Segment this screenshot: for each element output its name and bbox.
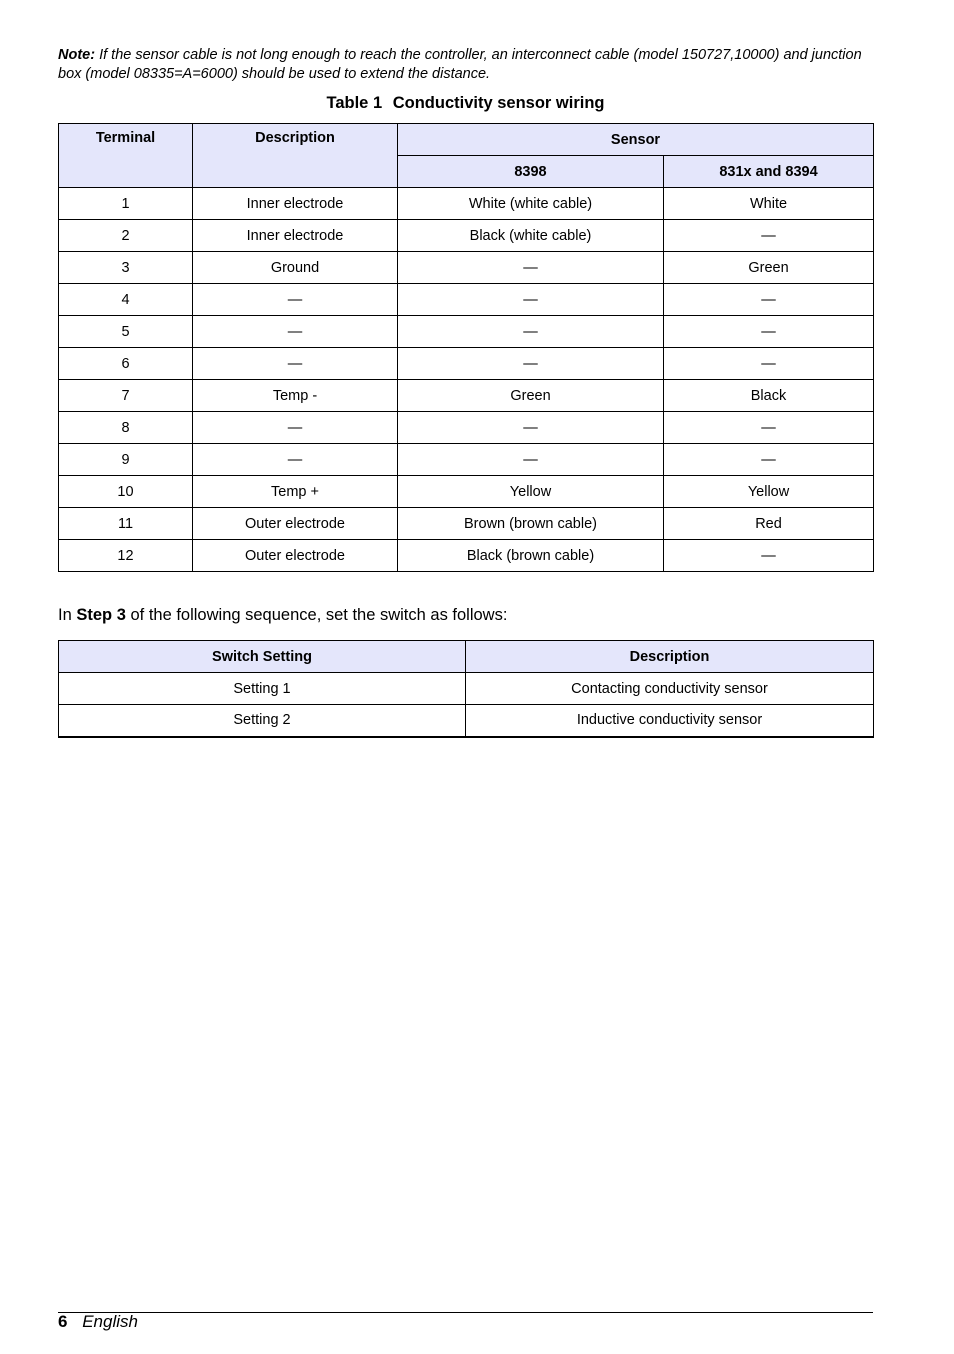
cell-terminal: 9 xyxy=(59,444,193,476)
footer-language: English xyxy=(82,1312,138,1331)
cell-terminal: 7 xyxy=(59,380,193,412)
cell-description: Temp - xyxy=(193,380,398,412)
table-row xyxy=(59,476,874,508)
cell-terminal: 8 xyxy=(59,412,193,444)
header-sensor-831x: 831x and 8394 xyxy=(664,156,874,188)
cell-sensor-831x: Yellow xyxy=(664,476,874,508)
table-row xyxy=(59,444,874,476)
cell-description: — xyxy=(193,444,398,476)
cell-switch-setting: Setting 2 xyxy=(59,705,466,737)
table-row xyxy=(59,284,874,316)
cell-sensor-831x: — xyxy=(664,540,874,572)
page-number: 6 xyxy=(58,1312,68,1331)
intro-step: Step 3 xyxy=(76,606,126,624)
cell-terminal: 3 xyxy=(59,252,193,284)
switch-intro xyxy=(58,606,507,625)
cell-terminal: 6 xyxy=(59,348,193,380)
cell-sensor-8398: — xyxy=(398,284,664,316)
cell-sensor-831x: — xyxy=(664,284,874,316)
page-footer xyxy=(58,1312,138,1332)
cell-sensor-831x: — xyxy=(664,348,874,380)
table-caption-number: Table 1 xyxy=(326,94,383,112)
intro-suffix: of the following sequence, set the switch as follows: xyxy=(125,606,508,624)
note-text: If the sensor cable is not long enough to reach the controller, an interconnect cable (model 150727,10000) and junction box (model 08335=A=6000) should be used to extend the distance. xyxy=(58,47,862,82)
cell-sensor-831x: Green xyxy=(664,252,874,284)
cell-sensor-8398: — xyxy=(398,316,664,348)
table-caption xyxy=(58,94,873,113)
cell-terminal: 4 xyxy=(59,284,193,316)
cell-description: — xyxy=(193,316,398,348)
cell-sensor-8398: Black (white cable) xyxy=(398,220,664,252)
cell-description: Temp + xyxy=(193,476,398,508)
table-row xyxy=(59,705,874,737)
cell-sensor-831x: — xyxy=(664,220,874,252)
note-paragraph xyxy=(58,46,878,84)
cell-description: — xyxy=(193,412,398,444)
cell-sensor-831x: — xyxy=(664,412,874,444)
cell-description: Outer electrode xyxy=(193,508,398,540)
cell-sensor-8398: Green xyxy=(398,380,664,412)
cell-sensor-831x: — xyxy=(664,316,874,348)
table-row xyxy=(59,673,874,705)
cell-description: Ground xyxy=(193,252,398,284)
table-row xyxy=(59,412,874,444)
wiring-table xyxy=(58,123,874,572)
intro-prefix: In xyxy=(58,606,77,624)
header-switch-setting: Switch Setting xyxy=(59,641,466,673)
cell-sensor-8398: — xyxy=(398,348,664,380)
table-row xyxy=(59,316,874,348)
table-row xyxy=(59,220,874,252)
cell-sensor-8398: — xyxy=(398,444,664,476)
cell-terminal: 5 xyxy=(59,316,193,348)
cell-sensor-831x: White xyxy=(664,188,874,220)
cell-sensor-8398: — xyxy=(398,412,664,444)
cell-switch-setting: Setting 1 xyxy=(59,673,466,705)
cell-description: Outer electrode xyxy=(193,540,398,572)
cell-sensor-831x: Red xyxy=(664,508,874,540)
cell-description: Inner electrode xyxy=(193,220,398,252)
cell-description: Inner electrode xyxy=(193,188,398,220)
header-description: Description xyxy=(193,124,398,188)
table-row xyxy=(59,188,874,220)
table-row xyxy=(59,380,874,412)
cell-sensor-8398: White (white cable) xyxy=(398,188,664,220)
cell-switch-description: Contacting conductivity sensor xyxy=(466,673,874,705)
cell-sensor-8398: — xyxy=(398,252,664,284)
cell-terminal: 11 xyxy=(59,508,193,540)
table-row xyxy=(59,252,874,284)
header-switch-description: Description xyxy=(466,641,874,673)
switch-table xyxy=(58,640,874,738)
cell-switch-description: Inductive conductivity sensor xyxy=(466,705,874,737)
table-caption-title: Conductivity sensor wiring xyxy=(392,94,605,112)
cell-sensor-831x: Black xyxy=(664,380,874,412)
cell-terminal: 2 xyxy=(59,220,193,252)
cell-description: — xyxy=(193,348,398,380)
cell-terminal: 10 xyxy=(59,476,193,508)
cell-sensor-8398: Brown (brown cable) xyxy=(398,508,664,540)
header-sensor: Sensor xyxy=(398,124,874,156)
cell-terminal: 1 xyxy=(59,188,193,220)
table-row xyxy=(59,508,874,540)
note-label: Note: xyxy=(58,47,96,63)
footer-rule xyxy=(58,1312,873,1313)
cell-description: — xyxy=(193,284,398,316)
table-row xyxy=(59,540,874,572)
cell-sensor-8398: Black (brown cable) xyxy=(398,540,664,572)
cell-sensor-831x: — xyxy=(664,444,874,476)
table-row xyxy=(59,348,874,380)
cell-terminal: 12 xyxy=(59,540,193,572)
header-sensor-8398: 8398 xyxy=(398,156,664,188)
header-terminal: Terminal xyxy=(59,124,193,188)
cell-sensor-8398: Yellow xyxy=(398,476,664,508)
